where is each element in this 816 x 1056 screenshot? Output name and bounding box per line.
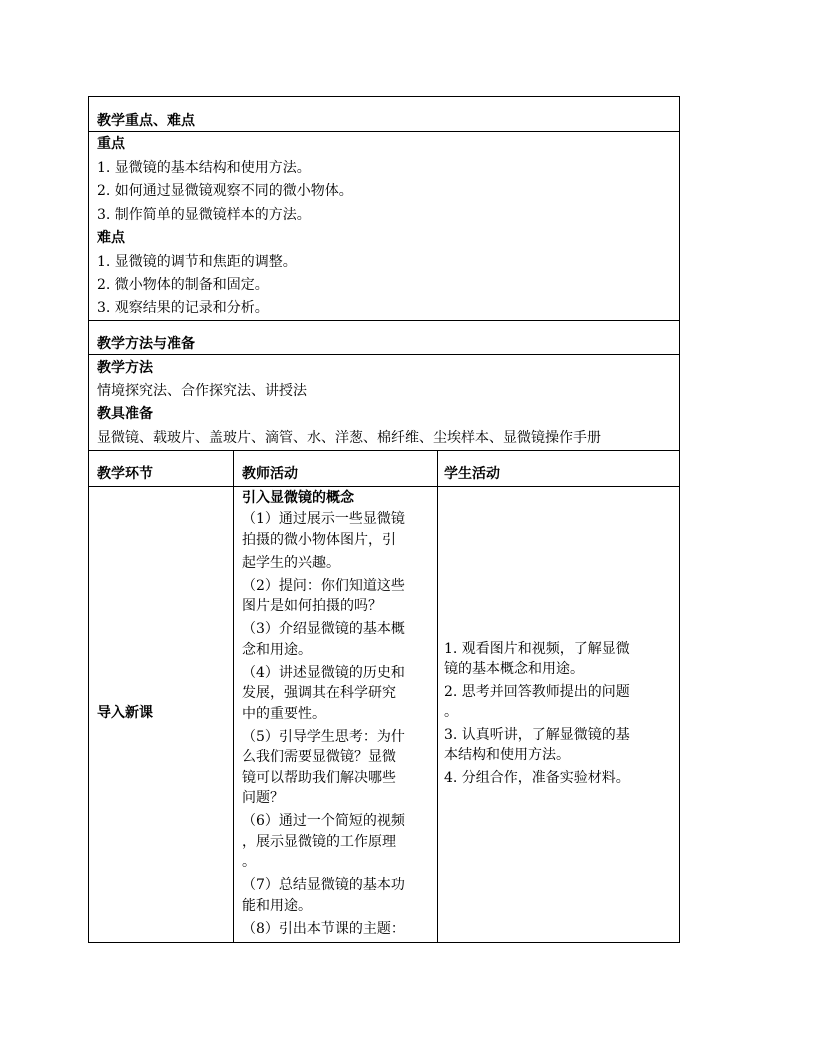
student-activity-line: 4. 分组合作，准备实验材料。 <box>444 770 630 786</box>
student-activity-cell <box>444 639 674 788</box>
teacher-activity-line: 。 <box>242 854 256 870</box>
divider <box>89 131 679 132</box>
stage-label: 导入新课 <box>97 705 153 721</box>
document-frame <box>88 96 680 943</box>
focus-section-header: 教学重点、难点 <box>97 113 195 129</box>
teacher-activity-cell <box>242 487 432 939</box>
teacher-activity-line: 么我们需要显微镜？显微 <box>242 749 396 765</box>
divider <box>89 450 679 451</box>
difficulty-item: 1. 显微镜的调节和焦距的调整。 <box>97 254 297 270</box>
tools-text: 显微镜、载玻片、盖玻片、滴管、水、洋葱、棉纤维、尘埃样本、显微镜操作手册 <box>97 430 601 446</box>
student-activity-line: 。 <box>444 704 458 720</box>
teacher-activity-line: （3）介绍显微镜的基本概 <box>242 621 405 637</box>
teacher-activity-line: （4）讲述显微镜的历史和 <box>242 664 405 681</box>
teacher-activity-line: （5）引导学生思考：为什 <box>242 728 405 745</box>
teacher-activity-line: 念和用途。 <box>242 641 312 658</box>
difficulty-item: 2. 微小物体的制备和固定。 <box>97 277 269 293</box>
key-point-item: 1. 显微镜的基本结构和使用方法。 <box>97 160 311 176</box>
teacher-activity-line: 拍摄的微小物体图片，引 <box>242 531 396 548</box>
student-activity-line: 2. 思考并回答教师提出的问题 <box>444 684 630 700</box>
column-header-stage: 教学环节 <box>97 466 153 482</box>
column-header-student: 学生活动 <box>444 466 500 482</box>
key-point-item: 3. 制作简单的显微镜样本的方法。 <box>97 207 311 223</box>
teacher-activity-line: 问题？ <box>242 790 284 806</box>
teacher-activity-line: （6）通过一个简短的视频 <box>242 813 405 829</box>
teacher-activity-title: 引入显微镜的概念 <box>242 490 354 506</box>
divider <box>89 354 679 355</box>
teacher-activity-line: （7）总结显微镜的基本功 <box>242 877 405 893</box>
student-activity-line: 3. 认真听讲，了解显微镜的基 <box>444 727 630 743</box>
divider <box>89 320 679 321</box>
teacher-activity-line: 镜可以帮助我们解决哪些 <box>242 769 396 786</box>
teacher-activity-lines <box>242 509 432 939</box>
student-activity-lines <box>444 639 674 788</box>
teacher-activity-line: 起学生的兴趣。 <box>242 554 340 571</box>
column-divider <box>437 450 438 942</box>
difficulty-item: 3. 观察结果的记录和分析。 <box>97 300 269 316</box>
teacher-activity-line: 发展，强调其在科学研究 <box>242 685 396 701</box>
key-points-label: 重点 <box>97 136 125 152</box>
teacher-activity-line: ，展示显微镜的工作原理 <box>242 833 396 850</box>
methods-text: 情境探究法、合作探究法、讲授法 <box>97 383 307 399</box>
methods-label: 教学方法 <box>97 360 153 376</box>
key-point-item: 2. 如何通过显微镜观察不同的微小物体。 <box>97 183 353 199</box>
column-divider <box>233 450 234 942</box>
student-activity-line: 镜的基本概念和用途。 <box>444 661 584 677</box>
teacher-activity-line: （1）通过展示一些显微镜 <box>242 511 405 527</box>
teacher-activity-line: 中的重要性。 <box>242 705 326 722</box>
teacher-activity-line: 图片是如何拍摄的吗？ <box>242 598 382 614</box>
difficulty-label: 难点 <box>97 230 125 246</box>
student-activity-line: 本结构和使用方法。 <box>444 747 570 763</box>
tools-label: 教具准备 <box>97 406 153 422</box>
student-activity-line: 1. 观看图片和视频，了解显微 <box>444 641 630 657</box>
teacher-activity-line: （2）提问：你们知道这些 <box>242 577 405 594</box>
methods-section-header: 教学方法与准备 <box>97 336 195 352</box>
teacher-activity-line: （8）引出本节课的主题： <box>242 920 405 937</box>
teacher-activity-line: 能和用途。 <box>242 897 312 914</box>
column-header-teacher: 教师活动 <box>242 466 298 482</box>
